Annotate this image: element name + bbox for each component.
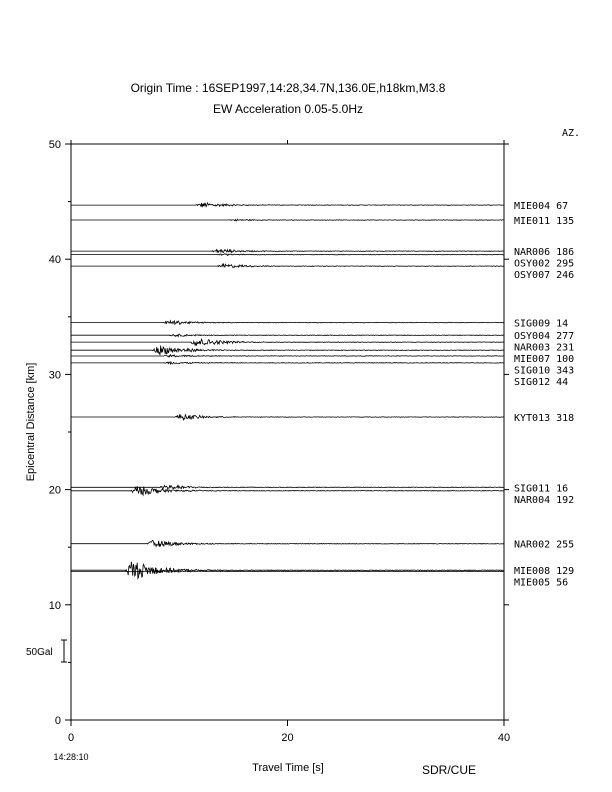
station-label-nar006: NAR006 186 [514, 247, 575, 259]
x-axis [68, 140, 510, 744]
x-tick-label: 0 [67, 732, 75, 744]
y-tick-label: 30 [48, 369, 61, 382]
station-label-nar003: NAR003 231 [514, 342, 575, 354]
azimuth-header: AZ. [562, 128, 581, 139]
station-label-mie008: MIE008 129 [514, 566, 575, 578]
trace-mie004 [71, 203, 504, 207]
y-tick-label: 10 [48, 599, 61, 612]
y-tick-label: 40 [48, 254, 61, 267]
station-label-sig010: SIG010 343 [514, 365, 575, 377]
station-label-sig012: SIG012 44 [514, 377, 569, 389]
station-label-mie004: MIE004 67 [514, 201, 569, 213]
station-label-kyt013: KYT013 318 [514, 413, 575, 424]
station-label-nar004: NAR004 192 [514, 494, 575, 506]
trace-mie007 [71, 346, 504, 356]
trace-kyt013 [71, 414, 504, 419]
waveform-traces [71, 203, 504, 579]
chart-title: Origin Time : 16SEP1997,14:28,34.7N,136.0E,h18km,M3.8 [130, 81, 446, 95]
trace-mie011 [71, 219, 504, 221]
x-axis-label: Travel Time [s] [252, 762, 324, 774]
station-label-mie011: MIE011 135 [514, 216, 575, 227]
trace-nar002 [71, 540, 504, 546]
y-axis [49, 139, 509, 727]
station-label-osy002: OSY002 295 [514, 258, 575, 270]
trace-sig010 [71, 355, 504, 357]
x-tick-label: 20 [281, 732, 294, 744]
amplitude-scale-bar [61, 640, 67, 662]
trace-mie008 [71, 562, 504, 579]
scale-bar-label: 50Gal [26, 647, 53, 658]
trace-osy002 [71, 254, 504, 256]
trace-osy004 [71, 334, 504, 337]
trace-osy007 [71, 264, 504, 268]
trace-nar006 [71, 250, 504, 253]
trace-nar003 [71, 339, 504, 345]
origin-time-label: 14:28:10 [53, 752, 89, 762]
station-label-sig011: SIG011 16 [514, 483, 569, 495]
y-tick-label: 50 [48, 139, 61, 151]
station-label-mie007: MIE007 100 [514, 354, 575, 366]
trace-sig012 [71, 362, 504, 364]
x-tick-label: 40 [497, 732, 511, 744]
y-axis-label: Epicentral Distance [km] [25, 362, 37, 482]
y-tick-label: 20 [48, 484, 61, 497]
station-label-sig009: SIG009 14 [514, 318, 569, 330]
credit-label: SDR/CUE [421, 763, 477, 777]
station-label-mie005: MIE005 56 [514, 577, 569, 589]
trace-sig009 [71, 321, 504, 324]
y-tick-label: 0 [54, 715, 61, 727]
station-label-nar002: NAR002 255 [514, 539, 575, 551]
station-labels [514, 201, 574, 589]
station-label-osy007: OSY007 246 [514, 270, 575, 282]
chart-subtitle: EW Acceleration 0.05-5.0Hz [212, 102, 364, 116]
station-label-osy004: OSY004 277 [514, 331, 575, 343]
plot-frame [71, 144, 504, 720]
